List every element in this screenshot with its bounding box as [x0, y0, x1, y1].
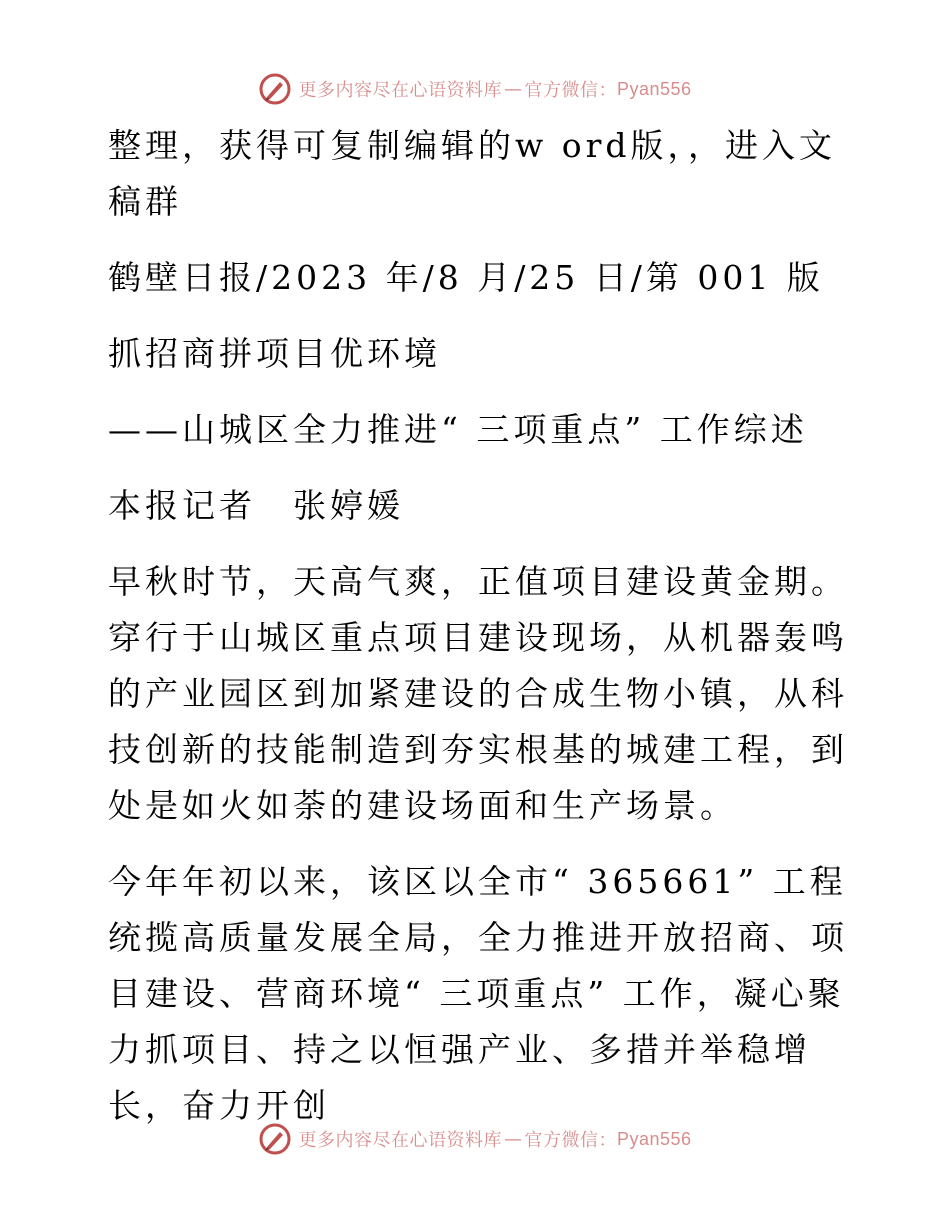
intro-note: 整理，获得可复制编辑的w ord版，，进入文稿群 — [108, 126, 837, 221]
watermark-separator: — — [503, 1128, 523, 1150]
publication-line: 鹤壁日报/2023 年/8 月/25 日/第 001 版 — [108, 258, 824, 297]
watermark-separator: — — [503, 78, 523, 100]
body-paragraph: 今年年初以来，该区以全市“ 365661” 工程统揽高质量发展全局，全力推进开放招商、项目建设、营商环境“ 三项重点” 工作，凝心聚力抓项目、持之以恒强产业、多措并举稳增长，奋力开创 — [108, 862, 848, 1125]
watermark-wechat-label: 官方微信： — [524, 80, 617, 101]
watermark-text: 更多内容尽在心语资料库 — [298, 1130, 502, 1151]
article-title: 抓招商拼项目优环境 — [108, 334, 441, 373]
pen-logo-icon — [258, 72, 292, 106]
watermark-text: 更多内容尽在心语资料库 — [298, 80, 502, 101]
article-subtitle: ——山城区全力推进“ 三项重点” 工作综述 — [108, 410, 808, 449]
byline: 本报记者 张婷媛 — [108, 486, 404, 525]
body-paragraph: 早秋时节，天高气爽，正值项目建设黄金期。穿行于山城区重点项目建设现场，从机器轰鸣的产业园区到加紧建设的合成生物小镇，从科技创新的技能制造到夯实根基的城建工程，到处是如火如荼的建设场面和生产场景。 — [108, 562, 848, 825]
watermark-wechat-id: Pyan556 — [616, 78, 692, 99]
header-watermark — [0, 72, 950, 106]
document-body — [98, 118, 858, 1154]
pen-logo-icon — [258, 1122, 292, 1156]
watermark-wechat-label: 官方微信： — [524, 1130, 617, 1151]
footer-watermark — [0, 1122, 950, 1156]
watermark-wechat-id: Pyan556 — [616, 1128, 692, 1149]
